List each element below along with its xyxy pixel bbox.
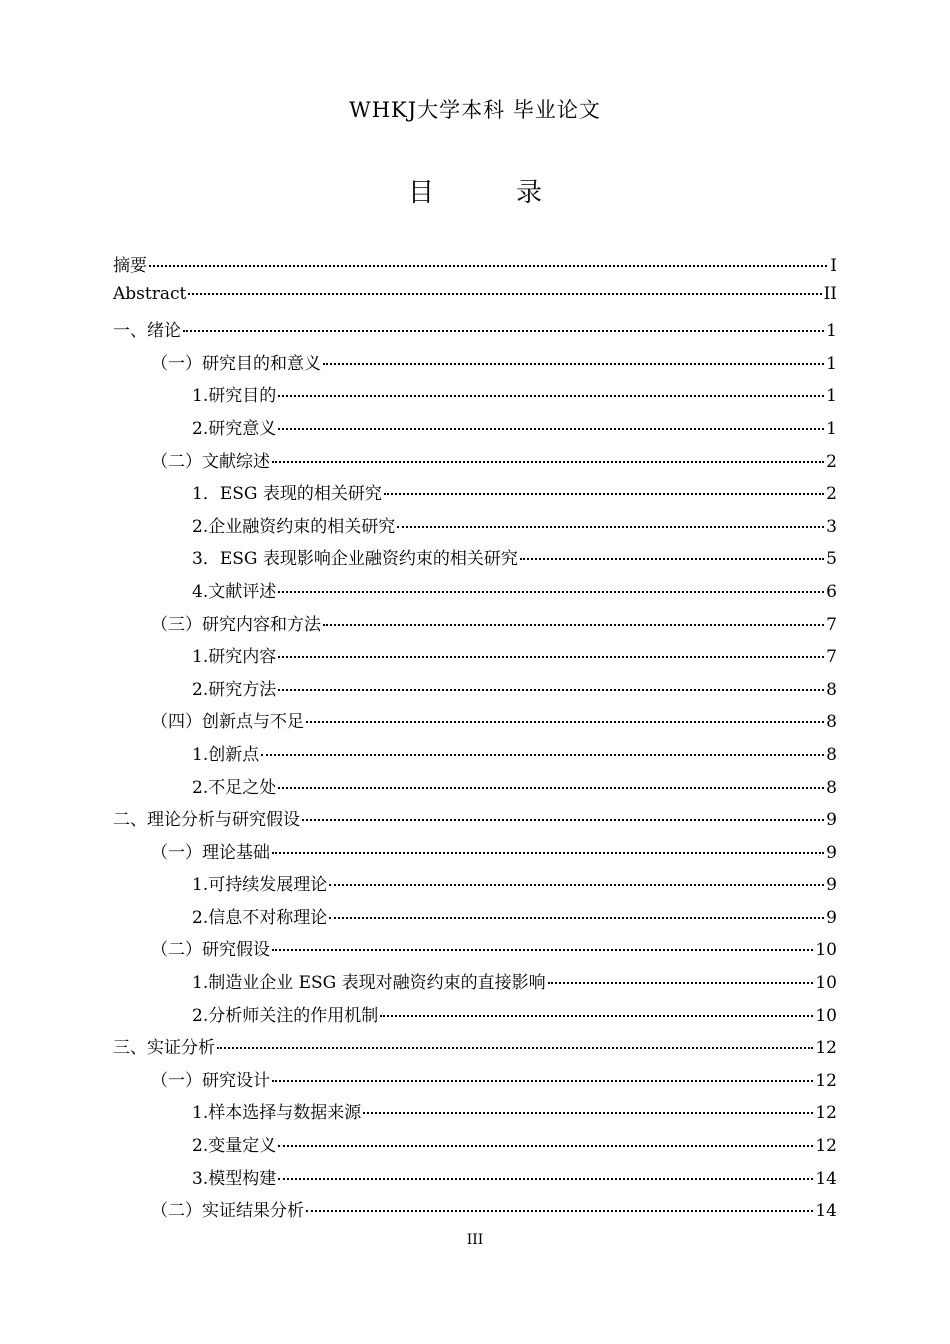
toc-entry[interactable] (113, 740, 837, 773)
header-divider (112, 132, 838, 133)
toc-entry-page: 2 (826, 451, 837, 472)
toc-entry-page: 9 (826, 907, 837, 928)
toc-entry-label: 一、绪论 (113, 321, 181, 342)
toc-entry-label: 1.制造业企业 ESG 表现对融资约束的直接影响 (192, 973, 546, 994)
toc-leader-dots (261, 753, 824, 756)
toc-entry[interactable] (113, 544, 837, 577)
toc-entry[interactable] (113, 1196, 837, 1229)
toc-entry-label: 1.研究目的 (192, 386, 277, 407)
toc-leader-dots (548, 981, 814, 984)
toc-leader-dots (397, 525, 824, 528)
toc-entry-page: I (830, 256, 837, 276)
toc-entry[interactable] (113, 838, 837, 871)
toc-entry-page: 9 (826, 810, 837, 831)
page-number: III (466, 1232, 484, 1248)
toc-entry[interactable] (113, 251, 837, 284)
toc-entry-page: 7 (826, 614, 837, 635)
toc-entry-label: （三）研究内容和方法 (151, 614, 321, 635)
toc-entry[interactable] (113, 349, 837, 382)
toc-entry-page: 9 (826, 875, 837, 896)
toc-entry[interactable] (113, 414, 837, 447)
toc-leader-dots (306, 720, 824, 723)
toc-entry[interactable] (113, 1098, 837, 1131)
toc-leader-dots (278, 786, 824, 789)
toc-entry[interactable] (113, 479, 837, 512)
toc-entry[interactable] (113, 773, 837, 806)
toc-entry-label: 2.不足之处 (192, 777, 277, 798)
toc-entry[interactable] (113, 447, 837, 480)
toc-leader-dots (278, 688, 824, 691)
toc-entry-label: 1.样本选择与数据来源 (192, 1103, 362, 1124)
toc-entry-label: 1.可持续发展理论 (192, 875, 328, 896)
toc-entry-label: 3.模型构建 (192, 1168, 277, 1189)
toc-entry[interactable] (113, 284, 837, 317)
toc-entry[interactable] (113, 316, 837, 349)
toc-entry-page: 8 (826, 712, 837, 733)
toc-leader-dots (278, 427, 824, 430)
toc-entry-label: 三、实证分析 (113, 1038, 215, 1059)
toc-leader-dots (278, 590, 824, 593)
toc-entry-label: Abstract (113, 283, 187, 304)
toc-leader-dots (278, 655, 824, 658)
toc-entry[interactable] (113, 870, 837, 903)
toc-entry-label: （二）实证结果分析 (151, 1201, 304, 1222)
toc-entry-label: （二）文献综述 (151, 451, 270, 472)
table-of-contents (113, 251, 837, 1229)
toc-entry-label: （一）研究设计 (151, 1070, 270, 1091)
toc-leader-dots (188, 292, 821, 295)
toc-entry[interactable] (113, 512, 837, 545)
toc-entry-page: 12 (815, 1070, 837, 1091)
toc-leader-dots (272, 948, 813, 951)
toc-entry-label: 1.创新点 (192, 744, 260, 765)
toc-entry-page: 3 (826, 516, 837, 537)
toc-entry[interactable] (113, 935, 837, 968)
toc-entry-page: 10 (815, 940, 837, 961)
toc-title: 目 录 (407, 178, 570, 208)
toc-leader-dots (380, 1014, 813, 1017)
page-header: WHKJ大学本科 毕业论文 (349, 98, 601, 122)
toc-leader-dots (329, 883, 824, 886)
toc-entry-page: 1 (826, 418, 837, 439)
toc-leader-dots (278, 1144, 813, 1147)
toc-leader-dots (272, 460, 824, 463)
toc-leader-dots (149, 264, 827, 267)
toc-entry[interactable] (113, 577, 837, 610)
toc-entry[interactable] (113, 675, 837, 708)
toc-entry-page: 1 (826, 386, 837, 407)
toc-entry-label: 2.分析师关注的作用机制 (192, 1005, 379, 1026)
toc-entry-page: 1 (826, 321, 837, 342)
toc-entry[interactable] (113, 707, 837, 740)
toc-entry[interactable] (113, 1131, 837, 1164)
toc-leader-dots (272, 851, 824, 854)
toc-entry[interactable] (113, 805, 837, 838)
toc-entry-page: II (823, 283, 837, 304)
toc-entry-page: 14 (815, 1201, 837, 1222)
toc-leader-dots (272, 1079, 813, 1082)
toc-entry-page: 10 (815, 1005, 837, 1026)
toc-entry-page: 8 (826, 744, 837, 765)
toc-entry-page: 10 (815, 973, 837, 994)
toc-leader-dots (520, 557, 824, 560)
toc-entry-label: 摘要 (113, 256, 147, 276)
toc-entry-page: 2 (826, 484, 837, 505)
toc-entry[interactable] (113, 1164, 837, 1197)
toc-entry[interactable] (113, 1066, 837, 1099)
toc-entry[interactable] (113, 968, 837, 1001)
toc-entry-page: 7 (826, 647, 837, 668)
toc-entry-label: 1.研究内容 (192, 647, 277, 668)
toc-entry-label: （二）研究假设 (151, 940, 270, 961)
toc-entry[interactable] (113, 610, 837, 643)
toc-entry-label: 2.企业融资约束的相关研究 (192, 516, 396, 537)
toc-leader-dots (363, 1111, 813, 1114)
toc-entry-page: 12 (815, 1136, 837, 1157)
toc-leader-dots (323, 362, 824, 365)
toc-leader-dots (217, 1046, 813, 1049)
toc-leader-dots (384, 492, 824, 495)
toc-entry-label: 3．ESG 表现影响企业融资约束的相关研究 (192, 549, 518, 570)
toc-entry-label: 2.研究方法 (192, 679, 277, 700)
toc-entry-page: 5 (826, 549, 837, 570)
toc-entry-label: 1．ESG 表现的相关研究 (192, 484, 382, 505)
toc-entry-label: （四）创新点与不足 (151, 712, 304, 733)
toc-leader-dots (329, 916, 824, 919)
toc-leader-dots (323, 623, 824, 626)
toc-entry-label: 4.文献评述 (192, 581, 277, 602)
toc-entry-page: 8 (826, 777, 837, 798)
toc-leader-dots (306, 1209, 813, 1212)
toc-entry-label: （一）研究目的和意义 (151, 353, 321, 374)
toc-entry-label: 二、理论分析与研究假设 (113, 810, 300, 831)
toc-entry-label: 2.信息不对称理论 (192, 907, 328, 928)
toc-entry-label: 2.变量定义 (192, 1136, 277, 1157)
toc-entry-page: 14 (815, 1168, 837, 1189)
toc-entry[interactable] (113, 903, 837, 936)
toc-entry-page: 12 (815, 1103, 837, 1124)
toc-entry[interactable] (113, 1033, 837, 1066)
toc-leader-dots (183, 329, 824, 332)
toc-entry-page: 1 (826, 353, 837, 374)
toc-entry-page: 9 (826, 842, 837, 863)
toc-entry[interactable] (113, 642, 837, 675)
toc-entry[interactable] (113, 1001, 837, 1034)
toc-entry-page: 6 (826, 581, 837, 602)
toc-leader-dots (278, 1177, 813, 1180)
toc-entry-page: 12 (815, 1038, 837, 1059)
toc-entry-label: 2.研究意义 (192, 418, 277, 439)
toc-entry-page: 8 (826, 679, 837, 700)
toc-entry[interactable] (113, 381, 837, 414)
toc-entry-label: （一）理论基础 (151, 842, 270, 863)
toc-leader-dots (302, 818, 824, 821)
toc-leader-dots (278, 394, 824, 397)
